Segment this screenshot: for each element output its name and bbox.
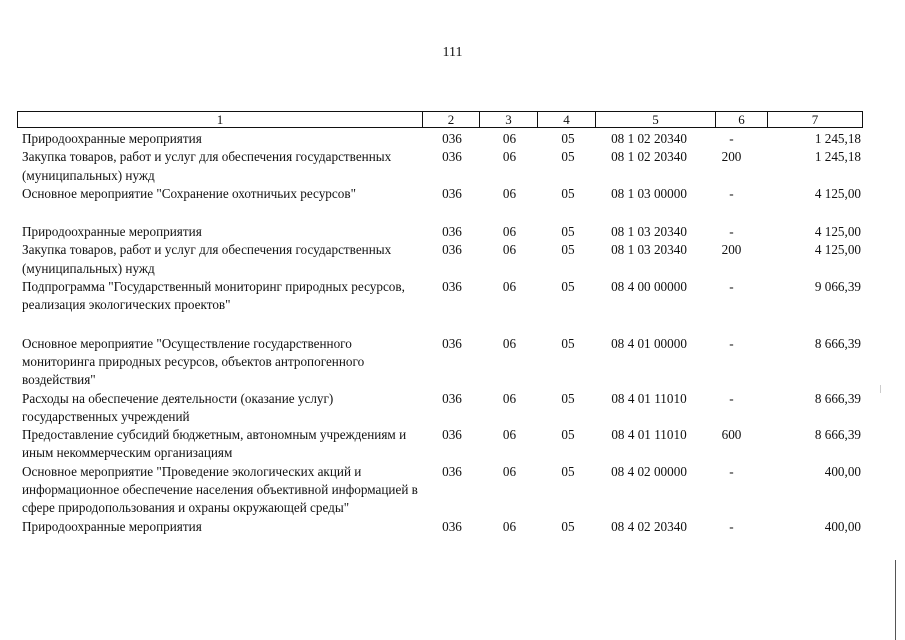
table-row bbox=[22, 335, 872, 390]
row-name: Природоохранные мероприятия bbox=[22, 518, 202, 534]
row-name: Предоставление субсидий бюджетным, автономным учреждениям и иным некоммерческим организациям bbox=[22, 427, 407, 461]
table-row bbox=[22, 185, 872, 203]
row-code-4: 05 bbox=[561, 518, 575, 534]
row-name: Закупка товаров, работ и услуг для обеспечения государственных (муниципальных) нужд bbox=[22, 242, 392, 276]
header-col-3: 3 bbox=[480, 112, 538, 127]
row-code-4: 05 bbox=[561, 185, 575, 201]
row-code-2: 036 bbox=[442, 131, 462, 146]
header-col-4: 4 bbox=[538, 112, 596, 127]
row-code-5: 08 1 03 00000 bbox=[611, 185, 687, 201]
row-amount: 4 125,00 bbox=[814, 242, 861, 258]
table-row bbox=[22, 518, 872, 536]
row-code-5: 08 4 01 11010 bbox=[611, 427, 687, 443]
row-code-3: 06 bbox=[502, 335, 517, 351]
row-code-3: 06 bbox=[502, 242, 517, 258]
row-code-4: 05 bbox=[561, 279, 575, 295]
row-amount: 8 666,39 bbox=[814, 335, 861, 351]
header-col-7: 7 bbox=[811, 112, 819, 127]
row-name: Основное мероприятие "Проведение экологических акций и информационное обеспечение населения объективной информацией в сфере природопользования и охраны окружающей среды" bbox=[22, 463, 418, 516]
table-row bbox=[22, 278, 872, 315]
row-code-6: - bbox=[729, 131, 734, 146]
row-code-3: 06 bbox=[502, 224, 517, 240]
row-code-6: - bbox=[729, 463, 734, 479]
row-code-6: - bbox=[729, 224, 734, 240]
row-code-5: 08 1 02 20340 bbox=[611, 131, 687, 146]
row-code-6: - bbox=[729, 518, 734, 534]
row-amount: 4 125,00 bbox=[814, 224, 861, 240]
header-col-1: 1 bbox=[18, 112, 423, 127]
row-name: Природоохранные мероприятия bbox=[22, 224, 202, 240]
row-name: Основное мероприятие "Осуществление государственного мониторинга природных ресурсов, объектов антропогенного воздействия" bbox=[22, 335, 365, 388]
row-amount: 4 125,00 bbox=[814, 185, 861, 201]
header-col-5: 5 bbox=[596, 112, 716, 127]
row-name: Основное мероприятие "Сохранение охотничьих ресурсов" bbox=[22, 185, 356, 201]
row-code-2: 036 bbox=[442, 463, 462, 479]
page-number: 111 bbox=[442, 45, 463, 60]
row-amount: 1 245,18 bbox=[814, 131, 861, 146]
header-col-6: 6 bbox=[716, 112, 768, 127]
table-row bbox=[22, 130, 872, 148]
row-code-6: - bbox=[729, 335, 734, 351]
scan-artifact bbox=[880, 385, 881, 393]
row-code-3: 06 bbox=[502, 427, 517, 443]
row-code-3: 06 bbox=[502, 463, 517, 479]
row-code-3: 06 bbox=[502, 390, 517, 406]
table-body bbox=[22, 130, 872, 536]
row-code-2: 036 bbox=[442, 335, 462, 351]
row-code-6: 200 bbox=[721, 149, 742, 165]
row-spacer bbox=[22, 315, 872, 335]
row-code-4: 05 bbox=[561, 463, 575, 479]
row-code-4: 05 bbox=[561, 224, 575, 240]
row-code-2: 036 bbox=[442, 518, 462, 534]
row-code-2: 036 bbox=[442, 149, 462, 165]
row-spacer bbox=[22, 203, 872, 223]
table-row bbox=[22, 223, 872, 241]
row-name: Природоохранные мероприятия bbox=[22, 131, 202, 146]
row-code-3: 06 bbox=[502, 131, 517, 146]
row-amount: 400,00 bbox=[824, 463, 861, 479]
table-row bbox=[22, 390, 872, 427]
row-code-2: 036 bbox=[442, 427, 462, 443]
row-amount: 400,00 bbox=[824, 518, 861, 534]
row-code-2: 036 bbox=[442, 279, 462, 295]
row-code-5: 08 4 02 00000 bbox=[611, 463, 687, 479]
row-code-4: 05 bbox=[561, 131, 575, 146]
row-code-4: 05 bbox=[561, 335, 575, 351]
row-code-3: 06 bbox=[502, 149, 517, 165]
row-amount: 8 666,39 bbox=[814, 390, 861, 406]
scan-edge bbox=[895, 560, 896, 640]
row-code-2: 036 bbox=[442, 224, 462, 240]
row-code-3: 06 bbox=[502, 279, 517, 295]
row-code-5: 08 1 02 20340 bbox=[611, 149, 687, 165]
header-col-2: 2 bbox=[423, 112, 480, 127]
table-row bbox=[22, 148, 872, 185]
row-code-6: 200 bbox=[721, 242, 742, 258]
row-code-5: 08 4 00 00000 bbox=[611, 279, 687, 295]
row-amount: 8 666,39 bbox=[814, 427, 861, 443]
table-header bbox=[17, 111, 863, 128]
row-code-2: 036 bbox=[442, 242, 462, 258]
table-row bbox=[22, 241, 872, 278]
row-code-5: 08 4 02 20340 bbox=[611, 518, 687, 534]
row-code-5: 08 4 01 00000 bbox=[611, 335, 687, 351]
row-code-5: 08 1 03 20340 bbox=[611, 224, 687, 240]
row-amount: 1 245,18 bbox=[814, 149, 861, 165]
row-name: Закупка товаров, работ и услуг для обеспечения государственных (муниципальных) нужд bbox=[22, 149, 392, 183]
row-code-2: 036 bbox=[442, 390, 462, 406]
row-code-3: 06 bbox=[502, 518, 517, 534]
row-name: Подпрограмма "Государственный мониторинг природных ресурсов, реализация экологических проектов" bbox=[22, 279, 405, 313]
row-code-2: 036 bbox=[442, 185, 462, 201]
row-code-5: 08 1 03 20340 bbox=[611, 242, 687, 258]
row-code-6: - bbox=[729, 279, 734, 295]
row-code-4: 05 bbox=[561, 390, 575, 406]
row-code-4: 05 bbox=[561, 149, 575, 165]
row-code-6: - bbox=[729, 390, 734, 406]
row-code-4: 05 bbox=[561, 242, 575, 258]
row-code-6: 600 bbox=[721, 427, 742, 443]
row-amount: 9 066,39 bbox=[814, 279, 861, 295]
row-code-4: 05 bbox=[561, 427, 575, 443]
row-code-6: - bbox=[729, 185, 734, 201]
row-code-5: 08 4 01 11010 bbox=[611, 390, 687, 406]
row-code-3: 06 bbox=[502, 185, 517, 201]
row-name: Расходы на обеспечение деятельности (оказание услуг) государственных учреждений bbox=[22, 390, 334, 424]
table-row bbox=[22, 463, 872, 518]
table-row bbox=[22, 426, 872, 463]
